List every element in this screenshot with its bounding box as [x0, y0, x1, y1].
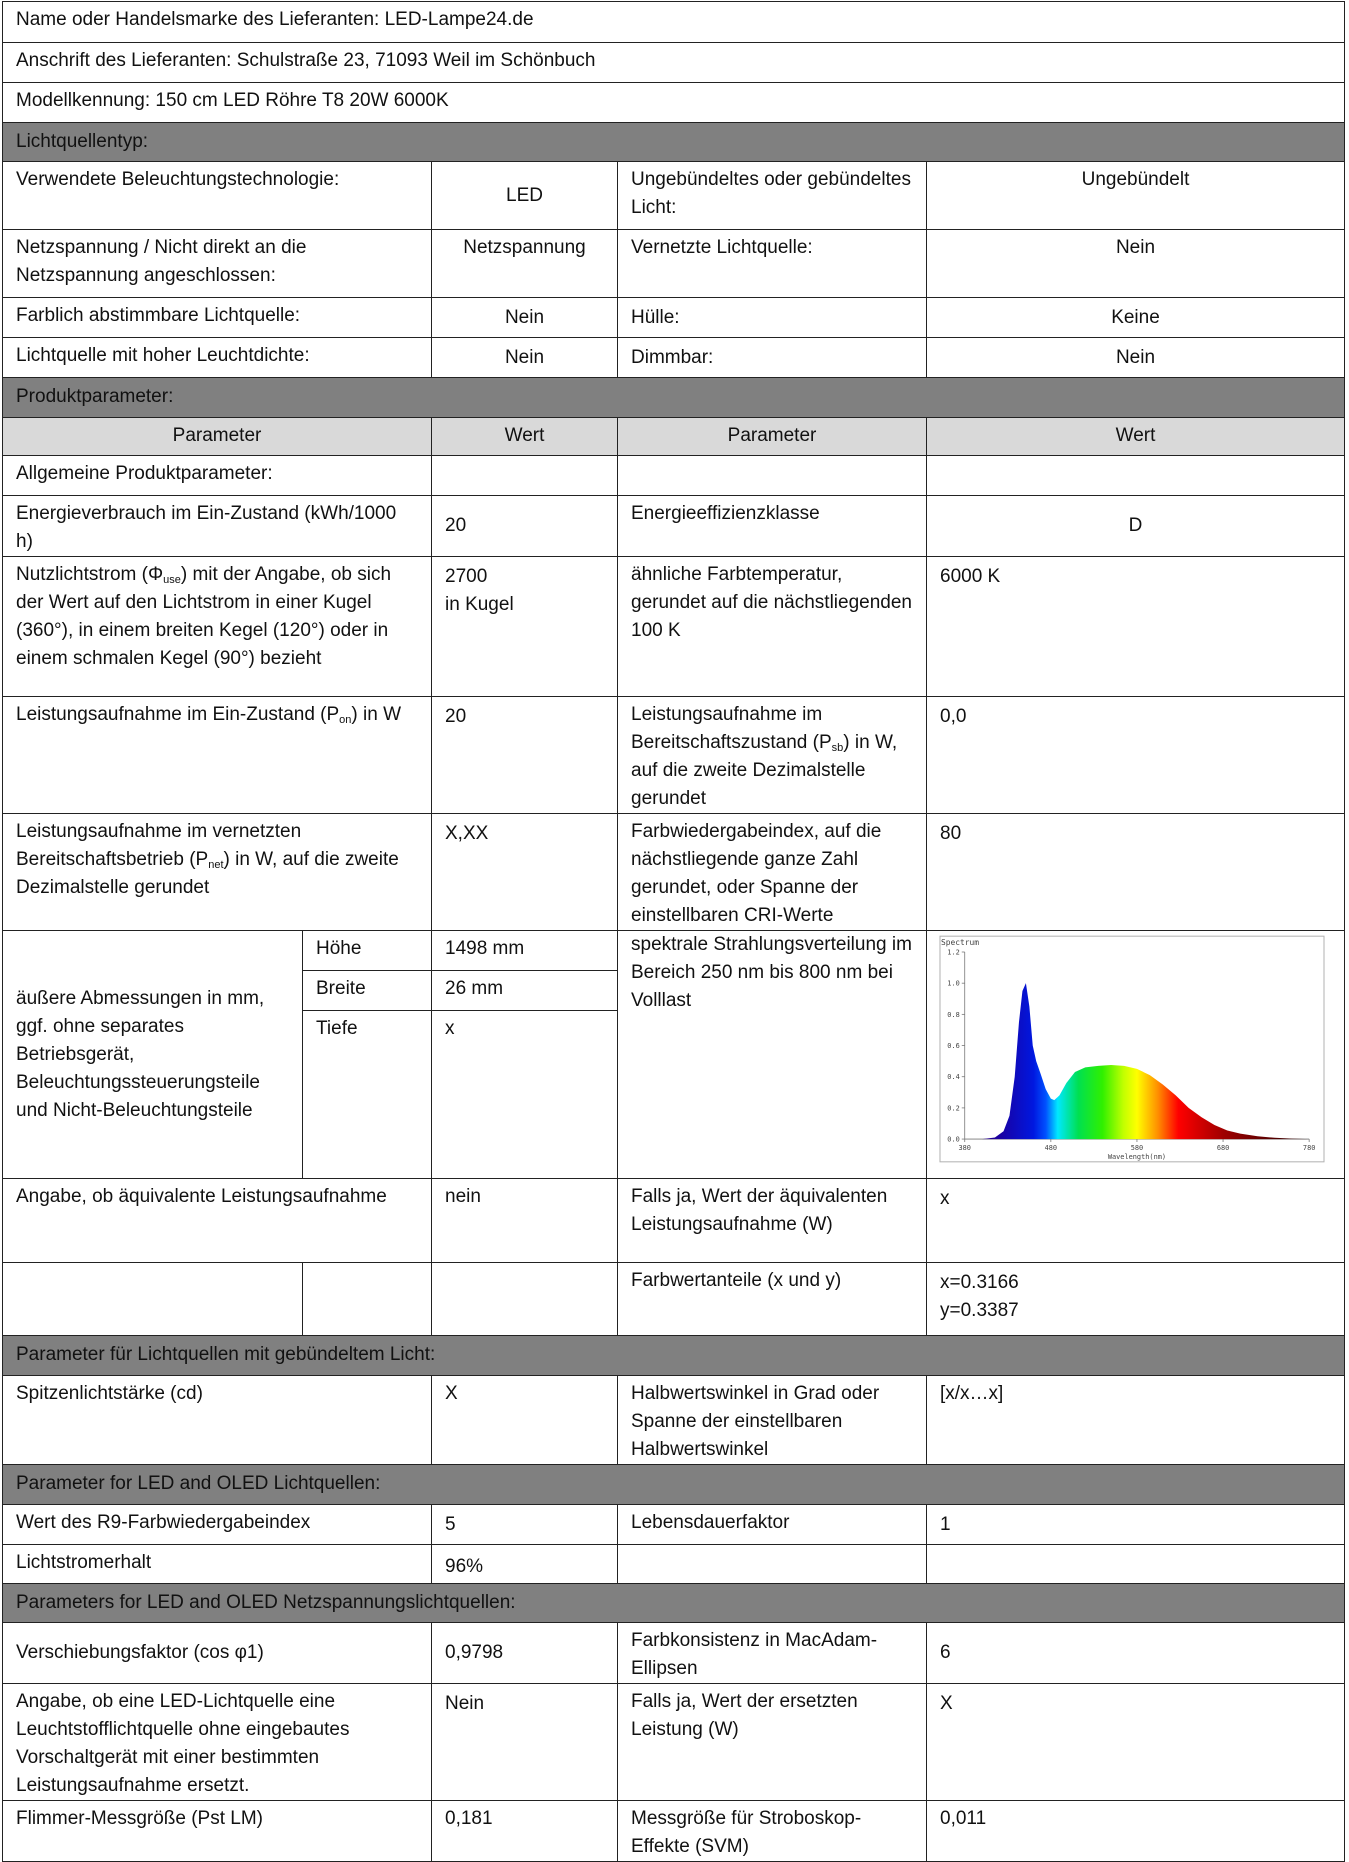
value-hoehe: 1498 mm: [432, 931, 618, 971]
value: Nein: [432, 298, 618, 338]
x-tick-label: 780: [1302, 1143, 1316, 1152]
value: Nein: [432, 1684, 618, 1801]
value: 2700 in Kugel: [432, 557, 618, 697]
label: Energieeffizienzklasse: [618, 496, 927, 557]
value: 5: [432, 1505, 618, 1545]
label: Angabe, ob äquivalente Leistungsaufnahme: [3, 1179, 432, 1263]
value-farbwert: x=0.3166 y=0.3387: [927, 1263, 1345, 1336]
label-hoehe: Höhe: [303, 931, 432, 971]
label: Verschiebungsfaktor (cos φ1): [3, 1623, 432, 1684]
value: 20: [432, 496, 618, 557]
label: Lichtstromerhalt: [3, 1545, 432, 1584]
value: X: [432, 1376, 618, 1465]
supplier-address: Anschrift des Lieferanten: Schulstraße 23, 71093 Weil im Schönbuch: [3, 43, 1345, 83]
value: 80: [927, 814, 1345, 931]
value: Nein: [927, 230, 1345, 298]
y-tick-label: 0.6: [947, 1042, 960, 1051]
model-id: Modellkennung: 150 cm LED Röhre T8 20W 6000K: [3, 83, 1345, 123]
value: Ungebündelt: [927, 162, 1345, 230]
label: Halbwertswinkel in Grad oder Spanne der einstellbaren Halbwertswinkel: [618, 1376, 927, 1465]
label: Dimmbar:: [618, 338, 927, 378]
label: Lichtquelle mit hoher Leuchtdichte:: [3, 338, 432, 378]
value: X: [927, 1684, 1345, 1801]
y-tick-label: 0.8: [947, 1010, 960, 1019]
label: Lebensdauerfaktor: [618, 1505, 927, 1545]
value: LED: [432, 162, 618, 230]
label: Farblich abstimmbare Lichtquelle:: [3, 298, 432, 338]
value: 6000 K: [927, 557, 1345, 697]
value: 0,0: [927, 697, 1345, 814]
label: Leistungsaufnahme im vernetzten Bereitschaftsbetrieb $(P_{net})$ in W, auf die zweite Dezimalstelle gerundet: [3, 814, 432, 931]
value-tiefe: x: [432, 1011, 618, 1179]
value: Nein: [432, 338, 618, 378]
y-tick-label: 0.0: [947, 1135, 960, 1144]
value: 0,011: [927, 1801, 1345, 1862]
label: Ungebündeltes oder gebündeltes Licht:: [618, 162, 927, 230]
x-tick-label: 580: [1130, 1143, 1144, 1152]
y-tick-label: 0.4: [947, 1073, 960, 1082]
section-lichtquellentyp: Lichtquellentyp:: [3, 123, 1345, 162]
value: Nein: [927, 338, 1345, 378]
label-abmessungen: äußere Abmessungen in mm, ggf. ohne separates Betriebsgerät, Beleuchtungssteuerungsteile und Nicht-Beleuchtungsteile: [3, 931, 303, 1179]
label: Spitzenlichtstärke (cd): [3, 1376, 432, 1465]
value: 6: [927, 1623, 1345, 1684]
label-breite: Breite: [303, 971, 432, 1011]
label: Netzspannung / Nicht direkt an die Netzspannung angeschlossen:: [3, 230, 432, 298]
x-tick-label: 480: [1044, 1143, 1058, 1152]
value: Keine: [927, 298, 1345, 338]
subheading-allgemein: Allgemeine Produktparameter:: [3, 456, 432, 496]
label: Wert des R9-Farbwiedergabeindex: [3, 1505, 432, 1545]
label: Falls ja, Wert der ersetzten Leistung (W): [618, 1684, 927, 1801]
value: Netzspannung: [432, 230, 618, 298]
value: X,XX: [432, 814, 618, 931]
label: ähnliche Farbtemperatur, gerundet auf die nächstliegenden 100 K: [618, 557, 927, 697]
label: Angabe, ob eine LED-Lichtquelle eine Leuchtstofflichtquelle ohne eingebautes Vorschaltgerät mit einer bestimmten Leistungsaufnahme ersetzt.: [3, 1684, 432, 1801]
energy-class: D: [927, 496, 1345, 557]
value: [x/x…x]: [927, 1376, 1345, 1465]
value: 96%: [432, 1545, 618, 1584]
product-data-sheet: [2, 1, 1345, 1862]
value-breite: 26 mm: [432, 971, 618, 1011]
label: Messgröße für Stroboskop-Effekte (SVM): [618, 1801, 927, 1862]
value: 20: [432, 697, 618, 814]
column-header-wert: Wert: [432, 418, 618, 456]
section-netz: Parameters for LED and OLED Netzspannungslichtquellen:: [3, 1584, 1345, 1623]
label-tiefe: Tiefe: [303, 1011, 432, 1179]
label: Farbkonsistenz in MacAdam-Ellipsen: [618, 1623, 927, 1684]
section-gebuendelt: Parameter für Lichtquellen mit gebündeltem Licht:: [3, 1336, 1345, 1376]
value: nein: [432, 1179, 618, 1263]
column-header-wert: Wert: [927, 418, 1345, 456]
label: Energieverbrauch im Ein-Zustand (kWh/1000 h): [3, 496, 432, 557]
value: x: [927, 1179, 1345, 1263]
x-tick-label: 680: [1216, 1143, 1230, 1152]
section-led: Parameter for LED and OLED Lichtquellen:: [3, 1465, 1345, 1505]
y-tick-label: 1.0: [947, 979, 960, 988]
spectrum-chart: [939, 935, 1325, 1163]
column-header-parameter: Parameter: [3, 418, 432, 456]
chart-title: Spectrum: [940, 938, 980, 948]
label: Flimmer-Messgröße (Pst LM): [3, 1801, 432, 1862]
y-tick-label: 1.2: [947, 948, 960, 957]
label: Leistungsaufnahme im Bereitschaftszustand $(P_{sb})$ in W, auf die zweite Dezimalstelle gerundet: [618, 697, 927, 814]
value: 0,181: [432, 1801, 618, 1862]
label: Hülle:: [618, 298, 927, 338]
value: 0,9798: [432, 1623, 618, 1684]
label: Falls ja, Wert der äquivalenten Leistungsaufnahme (W): [618, 1179, 927, 1263]
label: Nutzlichtstrom $(\Phi_{use})$ mit der Angabe, ob sich der Wert auf den Lichtstrom in einer Kugel (360°), in einem breiten Kegel (120°) oder in einem schmalen Kegel (90°) bezieht: [3, 557, 432, 697]
label: Farbwertanteile (x und y): [618, 1263, 927, 1336]
x-tick-label: 380: [958, 1143, 971, 1152]
supplier-name: Name oder Handelsmarke des Lieferanten: LED-Lampe24.de: [3, 2, 1345, 43]
y-tick-label: 0.2: [947, 1104, 960, 1113]
label-spektrum: spektrale Strahlungsverteilung im Bereich 250 nm bis 800 nm bei Volllast: [618, 931, 927, 1179]
value: 1: [927, 1505, 1345, 1545]
label: Vernetzte Lichtquelle:: [618, 230, 927, 298]
label: Verwendete Beleuchtungstechnologie:: [3, 162, 432, 230]
column-header-parameter: Parameter: [618, 418, 927, 456]
spectrum-chart-cell: [927, 931, 1345, 1179]
label: Farbwiedergabeindex, auf die nächstliegende ganze Zahl gerundet, oder Spanne der einstellbaren CRI-Werte: [618, 814, 927, 931]
label: Leistungsaufnahme im Ein-Zustand $(P_{on})$ in W: [3, 697, 432, 814]
section-produktparameter: Produktparameter:: [3, 378, 1345, 418]
x-axis-label: Wavelength(nm): [1107, 1152, 1167, 1161]
